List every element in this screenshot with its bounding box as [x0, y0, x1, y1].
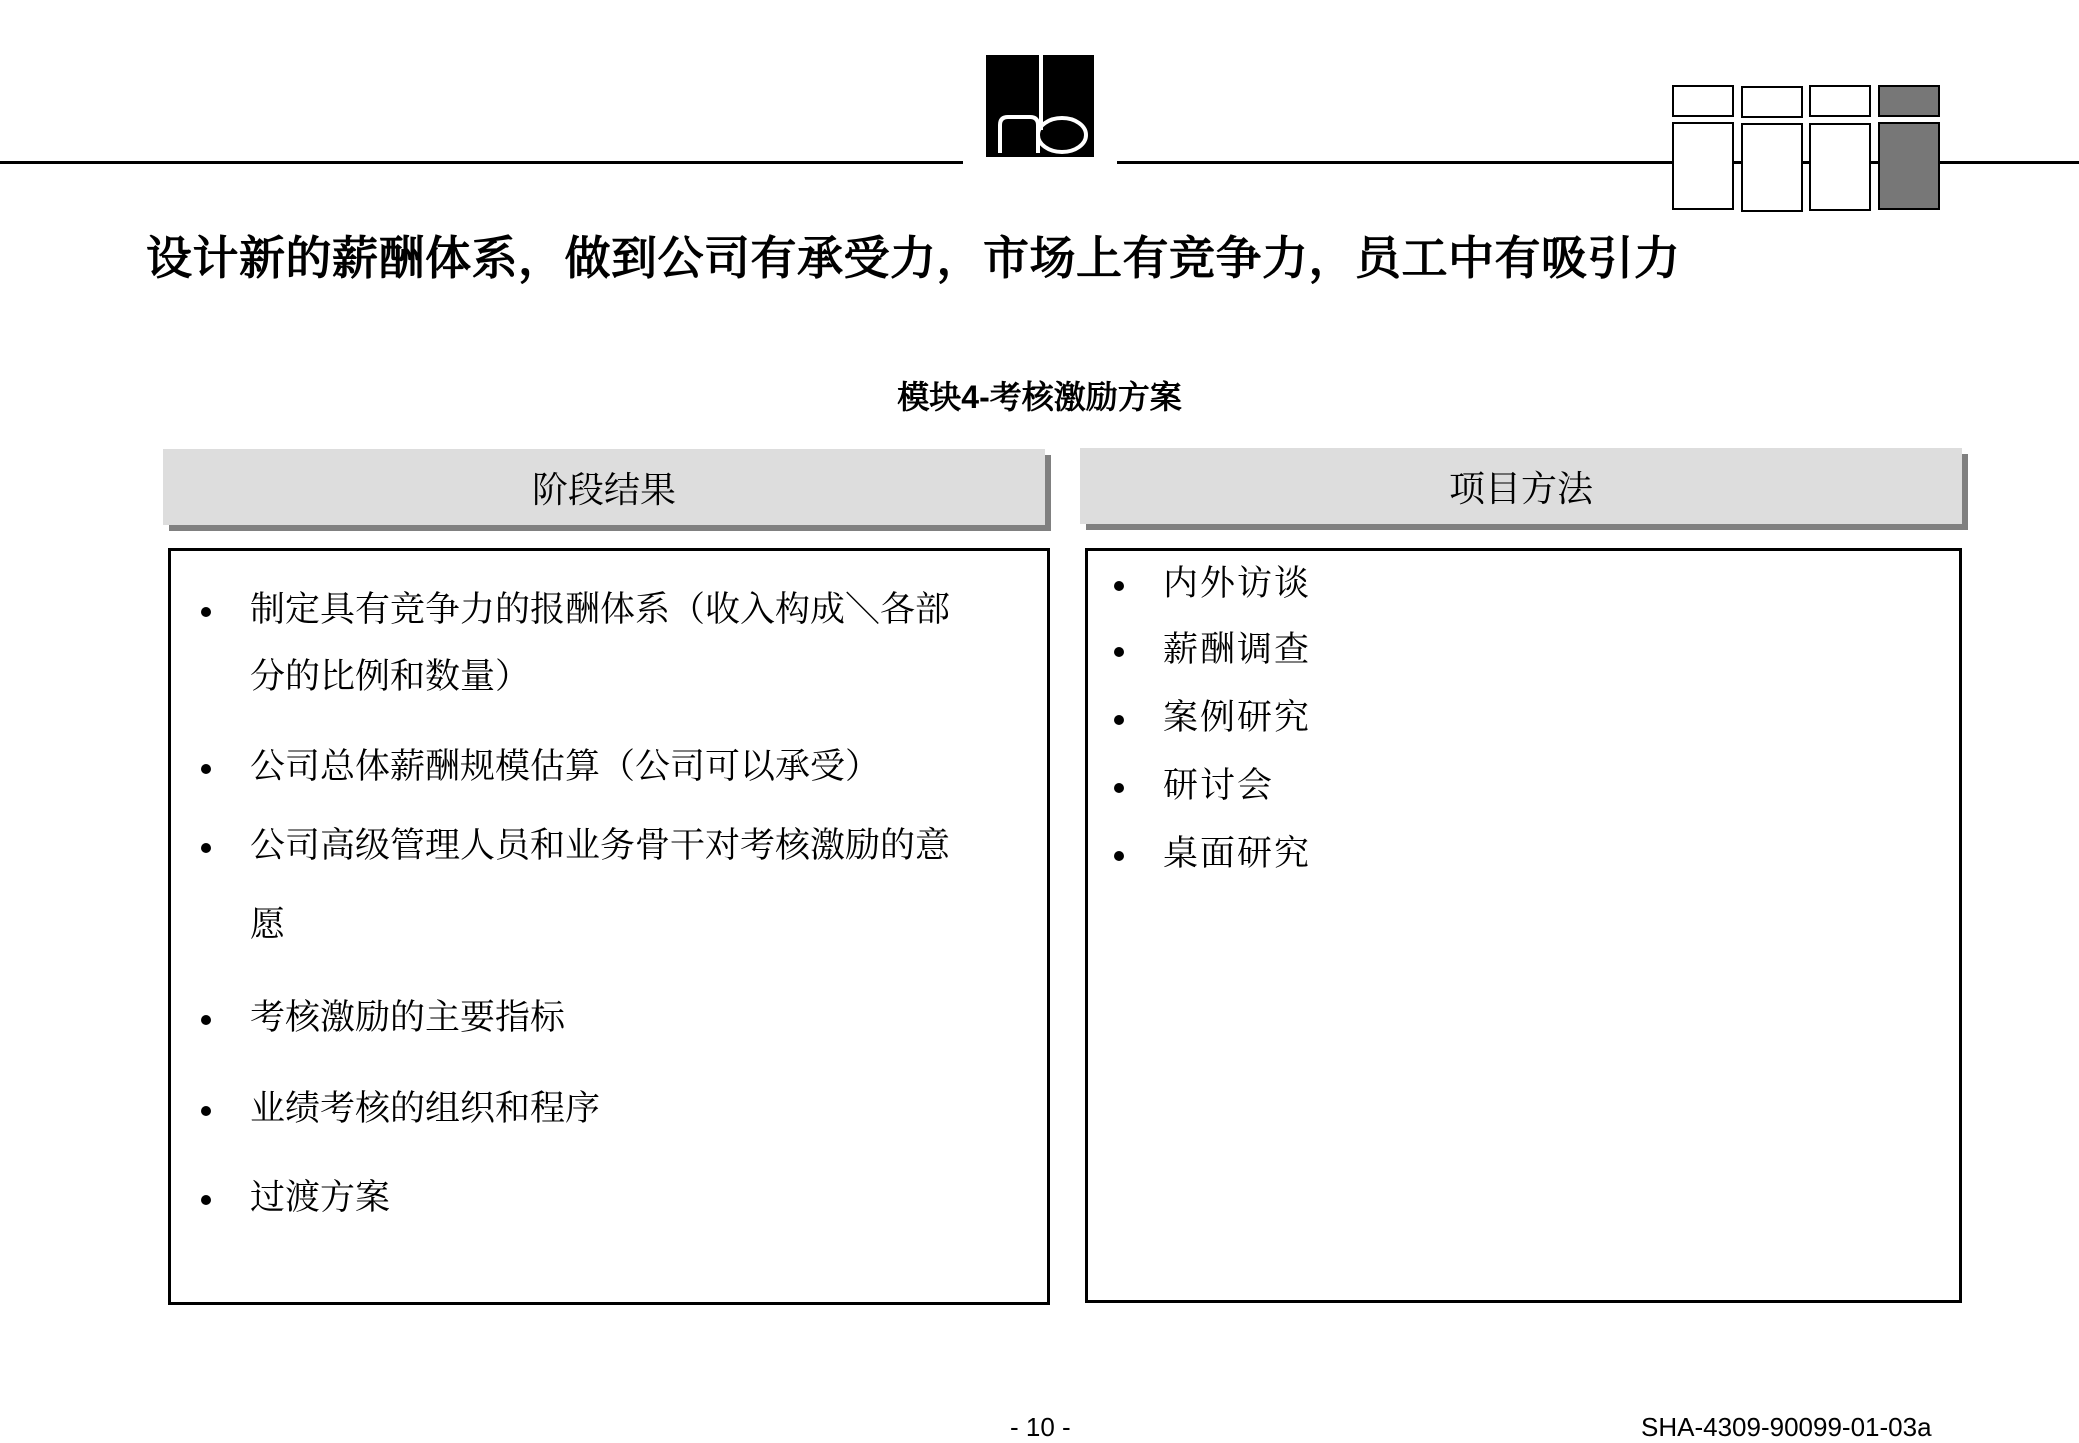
progress-block-4-bottom-active: [1878, 122, 1940, 210]
methods-column-header-label: 项目方法: [1448, 468, 1593, 510]
results-column-header-label: 阶段结果: [531, 469, 676, 511]
progress-block-1-bottom: [1672, 122, 1734, 210]
logo-rb-icon: [986, 55, 1094, 157]
progress-block-3-bottom: [1809, 123, 1871, 211]
methods-column-header: [1080, 448, 1962, 524]
bullet-icon: [201, 1015, 211, 1025]
header-rule-left: [0, 161, 963, 164]
results-item-1-line-2: 分的比例和数量）: [250, 657, 531, 697]
document-code: SHA-4309-90099-01-03a: [1641, 1412, 1932, 1442]
methods-item-2: 薪酬调查: [1163, 630, 1312, 670]
module-subtitle-text: 模块4-考核激励方案: [897, 379, 1182, 415]
results-item-2: 公司总体薪酬规模估算（公司可以承受）: [250, 747, 881, 787]
results-item-3-line-2: 愿: [250, 905, 286, 945]
bullet-icon: [1114, 851, 1124, 861]
results-item-5: 业绩考核的组织和程序: [250, 1089, 601, 1129]
bullet-icon: [201, 843, 211, 853]
page-title: 设计新的薪酬体系，做到公司有承受力，市场上有竞争力，员工中有吸引力: [146, 232, 1681, 284]
results-item-4: 考核激励的主要指标: [250, 998, 566, 1038]
bullet-icon: [1114, 581, 1124, 591]
results-item-3-line-1: 公司高级管理人员和业务骨干对考核激励的意: [250, 826, 951, 866]
progress-block-3-top: [1809, 85, 1871, 117]
bullet-icon: [1114, 715, 1124, 725]
methods-item-1: 内外访谈: [1163, 564, 1312, 604]
results-item-1-line-1: 制定具有竞争力的报酬体系（收入构成＼各部: [250, 590, 951, 630]
methods-item-4: 研讨会: [1163, 766, 1275, 806]
progress-block-2-bottom: [1741, 123, 1803, 212]
bullet-icon: [1114, 647, 1124, 657]
module-subtitle: [0, 372, 2079, 418]
progress-block-2-top: [1741, 86, 1803, 118]
page-number: - 10 -: [1010, 1412, 1071, 1442]
progress-block-4-top-active: [1878, 85, 1940, 117]
bullet-icon: [1114, 783, 1124, 793]
results-column-header: [163, 449, 1045, 525]
progress-block-1-top: [1672, 85, 1734, 117]
methods-item-5: 桌面研究: [1163, 834, 1312, 874]
company-logo: [986, 55, 1094, 157]
bullet-icon: [201, 764, 211, 774]
bullet-icon: [201, 607, 211, 617]
bullet-icon: [201, 1106, 211, 1116]
results-item-6: 过渡方案: [250, 1178, 391, 1218]
bullet-icon: [201, 1195, 211, 1205]
methods-item-3: 案例研究: [1163, 698, 1312, 738]
